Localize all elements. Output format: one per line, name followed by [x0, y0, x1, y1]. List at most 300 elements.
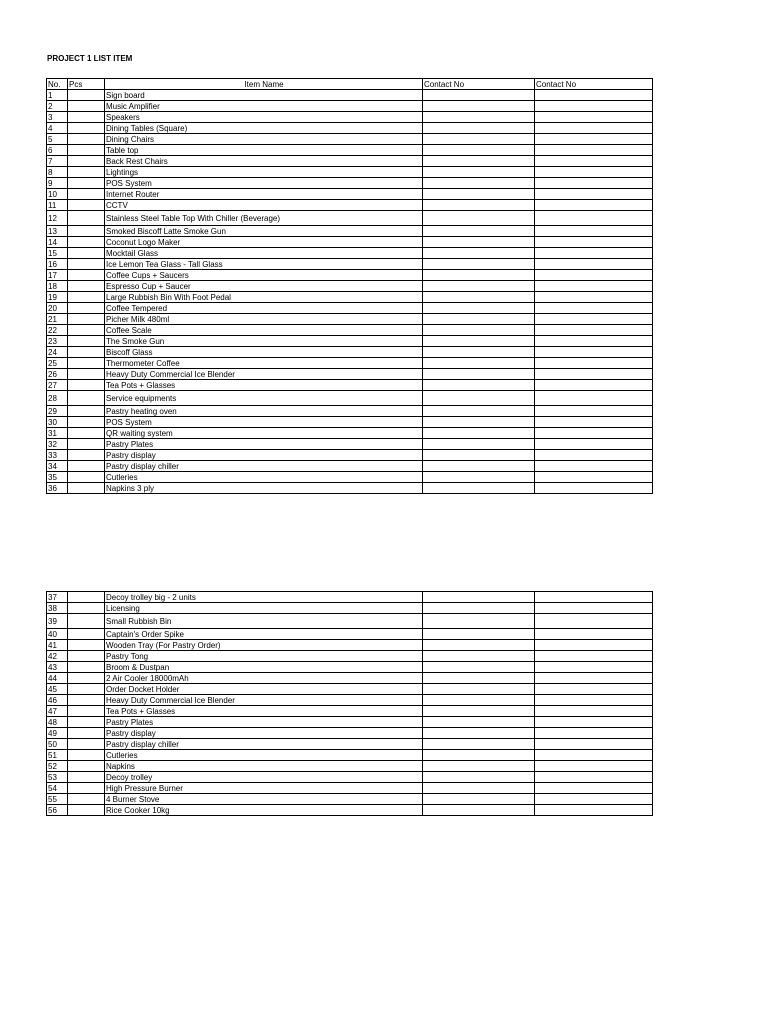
- contact-no-cell: [535, 226, 653, 237]
- pcs-cell: [68, 717, 105, 728]
- table-row: [47, 391, 653, 406]
- row-number-cell: 7: [47, 156, 68, 167]
- pcs-cell: [68, 805, 105, 816]
- row-number-cell: 2: [47, 101, 68, 112]
- item-name-cell: Coffee Tempered: [105, 303, 423, 314]
- contact-no-cell: [535, 358, 653, 369]
- row-number-cell: 55: [47, 794, 68, 805]
- contact-no-cell: [535, 794, 653, 805]
- item-name-cell: High Pressure Burner: [105, 783, 423, 794]
- contact-no-cell: [423, 629, 535, 640]
- row-number-cell: 48: [47, 717, 68, 728]
- row-number-cell: 25: [47, 358, 68, 369]
- row-number-cell: 34: [47, 461, 68, 472]
- item-name-cell: 4 Burner Stove: [105, 794, 423, 805]
- row-number-cell: 10: [47, 189, 68, 200]
- row-number-cell: 43: [47, 662, 68, 673]
- contact-no-cell: [423, 439, 535, 450]
- contact-no-cell: [535, 369, 653, 380]
- item-name-cell: Picher Milk 480ml: [105, 314, 423, 325]
- item-name-cell: Espresso Cup + Saucer: [105, 281, 423, 292]
- contact-no-cell: [535, 750, 653, 761]
- contact-no-cell: [535, 303, 653, 314]
- item-name-cell: Tea Pots + Glasses: [105, 706, 423, 717]
- table-row: [47, 761, 653, 772]
- header-item-name: Item Name: [105, 79, 423, 90]
- pcs-cell: [68, 90, 105, 101]
- item-name-cell: Heavy Duty Commercial Ice Blender: [105, 695, 423, 706]
- contact-no-cell: [423, 662, 535, 673]
- row-number-cell: 39: [47, 614, 68, 629]
- table-row: [47, 417, 653, 428]
- table-row: [47, 314, 653, 325]
- item-name-cell: Rice Cooker 10kg: [105, 805, 423, 816]
- row-number-cell: 27: [47, 380, 68, 391]
- table-header-row: [47, 79, 653, 90]
- contact-no-cell: [423, 695, 535, 706]
- pcs-cell: [68, 211, 105, 226]
- contact-no-cell: [535, 211, 653, 226]
- pcs-cell: [68, 483, 105, 494]
- contact-no-cell: [423, 783, 535, 794]
- table-row: [47, 189, 653, 200]
- contact-no-cell: [423, 592, 535, 603]
- row-number-cell: 23: [47, 336, 68, 347]
- contact-no-cell: [423, 226, 535, 237]
- contact-no-cell: [535, 684, 653, 695]
- table-row: [47, 112, 653, 123]
- pcs-cell: [68, 325, 105, 336]
- item-name-cell: 2 Air Cooler 18000mAh: [105, 673, 423, 684]
- contact-no-cell: [423, 259, 535, 270]
- pcs-cell: [68, 380, 105, 391]
- row-number-cell: 40: [47, 629, 68, 640]
- row-number-cell: 54: [47, 783, 68, 794]
- item-name-cell: Pastry display chiller: [105, 739, 423, 750]
- item-name-cell: Service equipments: [105, 391, 423, 406]
- pcs-cell: [68, 706, 105, 717]
- contact-no-cell: [535, 717, 653, 728]
- pcs-cell: [68, 123, 105, 134]
- table-row: [47, 358, 653, 369]
- contact-no-cell: [423, 391, 535, 406]
- contact-no-cell: [535, 772, 653, 783]
- contact-no-cell: [535, 248, 653, 259]
- table-row: [47, 805, 653, 816]
- contact-no-cell: [535, 761, 653, 772]
- item-name-cell: Decoy trolley: [105, 772, 423, 783]
- pcs-cell: [68, 292, 105, 303]
- row-number-cell: 46: [47, 695, 68, 706]
- contact-no-cell: [423, 417, 535, 428]
- row-number-cell: 22: [47, 325, 68, 336]
- item-name-cell: Napkins: [105, 761, 423, 772]
- row-number-cell: 28: [47, 391, 68, 406]
- table-row: [47, 211, 653, 226]
- item-name-cell: Tea Pots + Glasses: [105, 380, 423, 391]
- contact-no-cell: [423, 761, 535, 772]
- header-contact-no-1: Contact No: [423, 79, 535, 90]
- contact-no-cell: [535, 90, 653, 101]
- row-number-cell: 32: [47, 439, 68, 450]
- contact-no-cell: [535, 417, 653, 428]
- item-name-cell: Table top: [105, 145, 423, 156]
- contact-no-cell: [423, 134, 535, 145]
- row-number-cell: 41: [47, 640, 68, 651]
- pcs-cell: [68, 112, 105, 123]
- pcs-cell: [68, 226, 105, 237]
- table-row: [47, 292, 653, 303]
- table-row: [47, 347, 653, 358]
- item-name-cell: Coffee Cups + Saucers: [105, 270, 423, 281]
- row-number-cell: 12: [47, 211, 68, 226]
- row-number-cell: 35: [47, 472, 68, 483]
- contact-no-cell: [423, 603, 535, 614]
- row-number-cell: 6: [47, 145, 68, 156]
- pcs-cell: [68, 428, 105, 439]
- item-name-cell: Sign board: [105, 90, 423, 101]
- contact-no-cell: [423, 684, 535, 695]
- contact-no-cell: [423, 248, 535, 259]
- contact-no-cell: [423, 794, 535, 805]
- table-row: [47, 226, 653, 237]
- pcs-cell: [68, 347, 105, 358]
- contact-no-cell: [423, 101, 535, 112]
- table-row: [47, 380, 653, 391]
- header-pcs: Pcs: [68, 79, 105, 90]
- item-name-cell: Decoy trolley big - 2 units: [105, 592, 423, 603]
- contact-no-cell: [535, 259, 653, 270]
- row-number-cell: 18: [47, 281, 68, 292]
- contact-no-cell: [423, 292, 535, 303]
- table-row: [47, 592, 653, 603]
- row-number-cell: 20: [47, 303, 68, 314]
- contact-no-cell: [535, 695, 653, 706]
- pcs-cell: [68, 369, 105, 380]
- pcs-cell: [68, 794, 105, 805]
- table-row: [47, 662, 653, 673]
- contact-no-cell: [535, 706, 653, 717]
- pcs-cell: [68, 358, 105, 369]
- pcs-cell: [68, 134, 105, 145]
- contact-no-cell: [423, 347, 535, 358]
- item-name-cell: Licensing: [105, 603, 423, 614]
- row-number-cell: 29: [47, 406, 68, 417]
- item-name-cell: Cutleries: [105, 750, 423, 761]
- pcs-cell: [68, 739, 105, 750]
- contact-no-cell: [423, 728, 535, 739]
- contact-no-cell: [423, 145, 535, 156]
- contact-no-cell: [423, 369, 535, 380]
- row-number-cell: 37: [47, 592, 68, 603]
- table-row: [47, 200, 653, 211]
- row-number-cell: 1: [47, 90, 68, 101]
- item-name-cell: Thermometer Coffee: [105, 358, 423, 369]
- pcs-cell: [68, 472, 105, 483]
- contact-no-cell: [535, 292, 653, 303]
- table-row: [47, 794, 653, 805]
- item-name-cell: Pastry display chiller: [105, 461, 423, 472]
- pcs-cell: [68, 145, 105, 156]
- table-row: [47, 673, 653, 684]
- table-row: [47, 783, 653, 794]
- item-name-cell: Music Amplifier: [105, 101, 423, 112]
- item-name-cell: Pastry display: [105, 450, 423, 461]
- pcs-cell: [68, 673, 105, 684]
- table-row: [47, 406, 653, 417]
- row-number-cell: 45: [47, 684, 68, 695]
- pcs-cell: [68, 761, 105, 772]
- contact-no-cell: [535, 406, 653, 417]
- item-name-cell: POS System: [105, 417, 423, 428]
- contact-no-cell: [535, 145, 653, 156]
- row-number-cell: 14: [47, 237, 68, 248]
- item-name-cell: Broom & Dustpan: [105, 662, 423, 673]
- contact-no-cell: [423, 303, 535, 314]
- item-name-cell: Stainless Steel Table Top With Chiller (Beverage): [105, 211, 423, 226]
- item-name-cell: Lightings: [105, 167, 423, 178]
- contact-no-cell: [535, 728, 653, 739]
- contact-no-cell: [535, 450, 653, 461]
- contact-no-cell: [423, 640, 535, 651]
- pcs-cell: [68, 695, 105, 706]
- pcs-cell: [68, 391, 105, 406]
- pcs-cell: [68, 772, 105, 783]
- contact-no-cell: [535, 428, 653, 439]
- contact-no-cell: [423, 450, 535, 461]
- pcs-cell: [68, 461, 105, 472]
- row-number-cell: 5: [47, 134, 68, 145]
- contact-no-cell: [535, 134, 653, 145]
- pcs-cell: [68, 281, 105, 292]
- contact-no-cell: [423, 717, 535, 728]
- contact-no-cell: [535, 739, 653, 750]
- table-row: [47, 325, 653, 336]
- contact-no-cell: [423, 123, 535, 134]
- item-name-cell: Dining Tables (Square): [105, 123, 423, 134]
- pcs-cell: [68, 629, 105, 640]
- pcs-cell: [68, 614, 105, 629]
- row-number-cell: 17: [47, 270, 68, 281]
- table-row: [47, 281, 653, 292]
- contact-no-cell: [423, 805, 535, 816]
- pcs-cell: [68, 439, 105, 450]
- pcs-cell: [68, 406, 105, 417]
- table-row: [47, 237, 653, 248]
- row-number-cell: 38: [47, 603, 68, 614]
- table-row: [47, 772, 653, 783]
- table-row: [47, 483, 653, 494]
- pcs-cell: [68, 237, 105, 248]
- pcs-cell: [68, 728, 105, 739]
- contact-no-cell: [423, 336, 535, 347]
- pcs-cell: [68, 592, 105, 603]
- table-row: [47, 614, 653, 629]
- table-row: [47, 603, 653, 614]
- pcs-cell: [68, 750, 105, 761]
- contact-no-cell: [423, 211, 535, 226]
- row-number-cell: 33: [47, 450, 68, 461]
- contact-no-cell: [535, 391, 653, 406]
- row-number-cell: 26: [47, 369, 68, 380]
- item-name-cell: Back Rest Chairs: [105, 156, 423, 167]
- item-name-cell: CCTV: [105, 200, 423, 211]
- contact-no-cell: [423, 314, 535, 325]
- contact-no-cell: [535, 336, 653, 347]
- row-number-cell: 24: [47, 347, 68, 358]
- pcs-cell: [68, 303, 105, 314]
- table-row: [47, 450, 653, 461]
- contact-no-cell: [423, 380, 535, 391]
- pcs-cell: [68, 336, 105, 347]
- contact-no-cell: [423, 237, 535, 248]
- pcs-cell: [68, 178, 105, 189]
- contact-no-cell: [423, 281, 535, 292]
- header-contact-no-2: Contact No: [535, 79, 653, 90]
- item-name-cell: Napkins 3 ply: [105, 483, 423, 494]
- item-name-cell: The Smoke Gun: [105, 336, 423, 347]
- contact-no-cell: [535, 805, 653, 816]
- row-number-cell: 16: [47, 259, 68, 270]
- item-name-cell: Wooden Tray (For Pastry Order): [105, 640, 423, 651]
- contact-no-cell: [535, 472, 653, 483]
- item-name-cell: POS System: [105, 178, 423, 189]
- row-number-cell: 49: [47, 728, 68, 739]
- pcs-cell: [68, 248, 105, 259]
- item-name-cell: Heavy Duty Commercial Ice Blender: [105, 369, 423, 380]
- row-number-cell: 3: [47, 112, 68, 123]
- contact-no-cell: [535, 380, 653, 391]
- table-row: [47, 728, 653, 739]
- pcs-cell: [68, 684, 105, 695]
- pcs-cell: [68, 662, 105, 673]
- contact-no-cell: [423, 270, 535, 281]
- contact-no-cell: [423, 156, 535, 167]
- pcs-cell: [68, 450, 105, 461]
- table-row: [47, 461, 653, 472]
- row-number-cell: 56: [47, 805, 68, 816]
- table-row: [47, 750, 653, 761]
- item-name-cell: Order Docket Holder: [105, 684, 423, 695]
- contact-no-cell: [423, 651, 535, 662]
- row-number-cell: 47: [47, 706, 68, 717]
- row-number-cell: 15: [47, 248, 68, 259]
- contact-no-cell: [423, 461, 535, 472]
- table-row: [47, 259, 653, 270]
- contact-no-cell: [535, 347, 653, 358]
- row-number-cell: 21: [47, 314, 68, 325]
- row-number-cell: 30: [47, 417, 68, 428]
- row-number-cell: 36: [47, 483, 68, 494]
- item-name-cell: Small Rubbish Bin: [105, 614, 423, 629]
- contact-no-cell: [535, 123, 653, 134]
- contact-no-cell: [535, 200, 653, 211]
- item-list-table-2: [46, 591, 653, 816]
- contact-no-cell: [423, 406, 535, 417]
- row-number-cell: 44: [47, 673, 68, 684]
- item-name-cell: Coffee Scale: [105, 325, 423, 336]
- table-row: [47, 167, 653, 178]
- contact-no-cell: [535, 167, 653, 178]
- pcs-cell: [68, 651, 105, 662]
- table-row: [47, 248, 653, 259]
- contact-no-cell: [535, 640, 653, 651]
- contact-no-cell: [535, 178, 653, 189]
- table-row: [47, 270, 653, 281]
- item-name-cell: Captain's Order Spike: [105, 629, 423, 640]
- contact-no-cell: [423, 706, 535, 717]
- row-number-cell: 13: [47, 226, 68, 237]
- contact-no-cell: [423, 483, 535, 494]
- table-row: [47, 145, 653, 156]
- row-number-cell: 31: [47, 428, 68, 439]
- contact-no-cell: [423, 428, 535, 439]
- row-number-cell: 4: [47, 123, 68, 134]
- contact-no-cell: [535, 673, 653, 684]
- contact-no-cell: [535, 603, 653, 614]
- contact-no-cell: [535, 156, 653, 167]
- contact-no-cell: [535, 101, 653, 112]
- pcs-cell: [68, 314, 105, 325]
- pcs-cell: [68, 167, 105, 178]
- table-row: [47, 178, 653, 189]
- contact-no-cell: [423, 200, 535, 211]
- table-row: [47, 706, 653, 717]
- contact-no-cell: [535, 651, 653, 662]
- item-name-cell: Large Rubbish Bin With Foot Pedal: [105, 292, 423, 303]
- item-name-cell: Pastry display: [105, 728, 423, 739]
- contact-no-cell: [423, 178, 535, 189]
- contact-no-cell: [535, 314, 653, 325]
- contact-no-cell: [423, 90, 535, 101]
- table-row: [47, 739, 653, 750]
- table-row: [47, 123, 653, 134]
- contact-no-cell: [535, 439, 653, 450]
- table-row: [47, 134, 653, 145]
- contact-no-cell: [535, 783, 653, 794]
- row-number-cell: 50: [47, 739, 68, 750]
- contact-no-cell: [423, 673, 535, 684]
- contact-no-cell: [423, 358, 535, 369]
- contact-no-cell: [535, 629, 653, 640]
- row-number-cell: 8: [47, 167, 68, 178]
- item-name-cell: Coconut Logo Maker: [105, 237, 423, 248]
- table-row: [47, 717, 653, 728]
- item-name-cell: Pastry Plates: [105, 439, 423, 450]
- table-row: [47, 695, 653, 706]
- pcs-cell: [68, 603, 105, 614]
- item-name-cell: Pastry heating oven: [105, 406, 423, 417]
- contact-no-cell: [423, 167, 535, 178]
- item-name-cell: Pastry Tong: [105, 651, 423, 662]
- contact-no-cell: [535, 592, 653, 603]
- pcs-cell: [68, 156, 105, 167]
- contact-no-cell: [535, 237, 653, 248]
- contact-no-cell: [423, 189, 535, 200]
- contact-no-cell: [423, 325, 535, 336]
- table-row: [47, 101, 653, 112]
- table-row: [47, 303, 653, 314]
- row-number-cell: 53: [47, 772, 68, 783]
- contact-no-cell: [423, 112, 535, 123]
- contact-no-cell: [535, 281, 653, 292]
- pcs-cell: [68, 270, 105, 281]
- pcs-cell: [68, 200, 105, 211]
- contact-no-cell: [535, 270, 653, 281]
- contact-no-cell: [535, 483, 653, 494]
- table-row: [47, 651, 653, 662]
- contact-no-cell: [535, 189, 653, 200]
